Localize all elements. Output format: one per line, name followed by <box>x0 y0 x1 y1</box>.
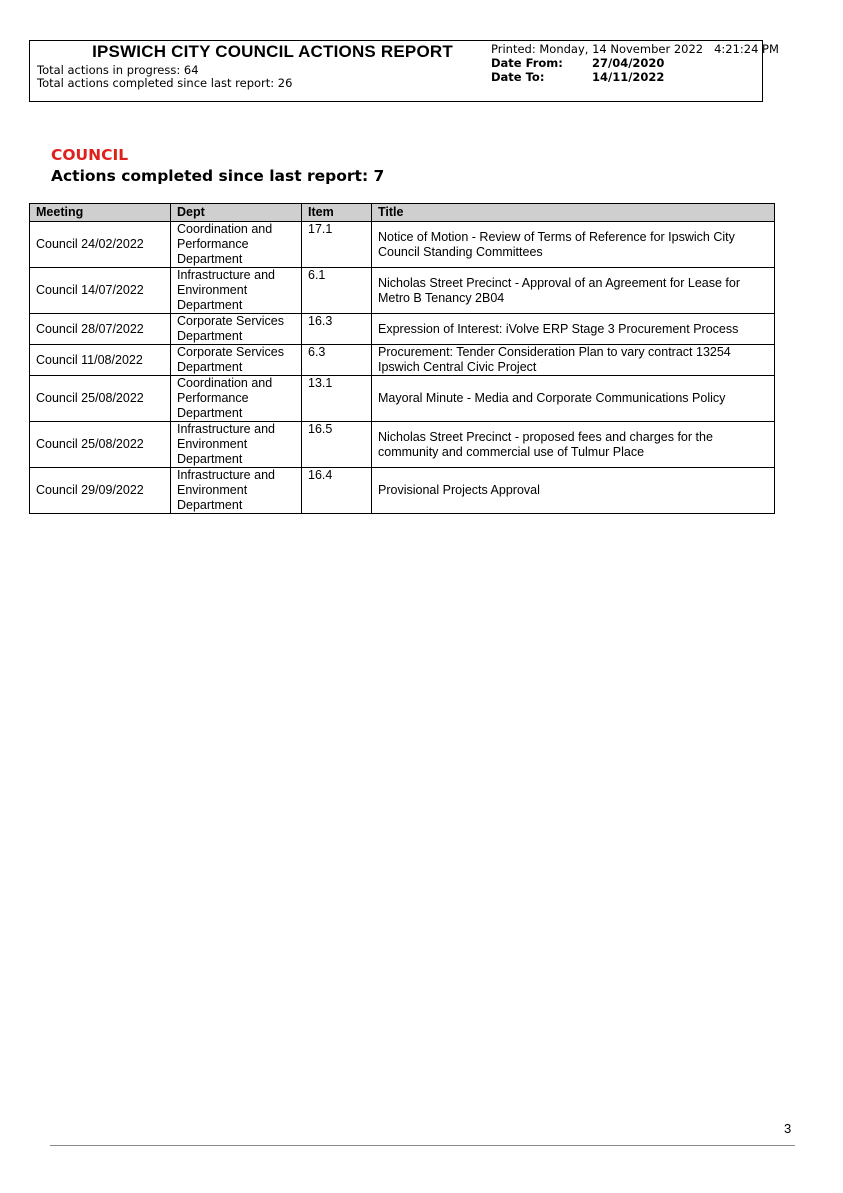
report-header <box>29 40 779 102</box>
dept-cell: Corporate Services Department <box>171 345 302 376</box>
dept-cell: Corporate Services Department <box>171 314 302 345</box>
title-cell: Nicholas Street Precinct - proposed fees and charges for the community and commercial use of Tulmur Place <box>372 422 775 468</box>
table-row <box>30 222 775 268</box>
item-cell: 16.3 <box>302 314 372 345</box>
table-row <box>30 468 775 514</box>
dept-cell: Infrastructure and Environment Department <box>171 268 302 314</box>
table-header-row <box>30 204 775 222</box>
meeting-cell: Council 25/08/2022 <box>30 422 171 468</box>
date-from-value: 27/04/2020 <box>592 56 665 70</box>
title-cell: Notice of Motion - Review of Terms of Reference for Ipswich City Council Standing Committees <box>372 222 775 268</box>
actions-completed-since: Total actions completed since last report: 26 <box>37 76 293 90</box>
section-title: COUNCIL <box>51 146 129 164</box>
meeting-cell: Council 28/07/2022 <box>30 314 171 345</box>
meeting-cell: Council 24/02/2022 <box>30 222 171 268</box>
meeting-cell: Council 11/08/2022 <box>30 345 171 376</box>
item-cell: 6.1 <box>302 268 372 314</box>
dept-cell: Infrastructure and Environment Department <box>171 422 302 468</box>
item-cell: 16.4 <box>302 468 372 514</box>
date-from <box>491 56 664 70</box>
title-cell: Provisional Projects Approval <box>372 468 775 514</box>
table-row <box>30 422 775 468</box>
table-row <box>30 345 775 376</box>
date-from-label: Date From: <box>491 56 563 70</box>
section-subtitle: Actions completed since last report: 7 <box>51 167 385 185</box>
table-row <box>30 268 775 314</box>
date-to <box>491 70 664 84</box>
title-cell: Expression of Interest: iVolve ERP Stage 3 Procurement Process <box>372 314 775 345</box>
dept-cell: Infrastructure and Environment Department <box>171 468 302 514</box>
title-cell: Mayoral Minute - Media and Corporate Communications Policy <box>372 376 775 422</box>
meeting-cell: Council 14/07/2022 <box>30 268 171 314</box>
column-header-meeting: Meeting <box>30 204 171 222</box>
report-title: IPSWICH CITY COUNCIL ACTIONS REPORT <box>92 42 453 61</box>
footer-divider <box>50 1145 795 1146</box>
meeting-cell: Council 29/09/2022 <box>30 468 171 514</box>
title-cell: Nicholas Street Precinct - Approval of an Agreement for Lease for Metro B Tenancy 2B04 <box>372 268 775 314</box>
date-to-value: 14/11/2022 <box>592 70 665 84</box>
column-header-dept: Dept <box>171 204 302 222</box>
actions-table <box>29 203 775 514</box>
column-header-item: Item <box>302 204 372 222</box>
column-header-title: Title <box>372 204 775 222</box>
item-cell: 17.1 <box>302 222 372 268</box>
printed-timestamp: Printed: Monday, 14 November 2022 4:21:24 PM <box>491 42 779 56</box>
item-cell: 16.5 <box>302 422 372 468</box>
item-cell: 6.3 <box>302 345 372 376</box>
item-cell: 13.1 <box>302 376 372 422</box>
actions-in-progress: Total actions in progress: 64 <box>37 63 199 77</box>
date-to-label: Date To: <box>491 70 545 84</box>
table-row <box>30 376 775 422</box>
page-number: 3 <box>784 1121 792 1136</box>
title-cell: Procurement: Tender Consideration Plan to vary contract 13254 Ipswich Central Civic Project <box>372 345 775 376</box>
table-row <box>30 314 775 345</box>
dept-cell: Coordination and Performance Department <box>171 222 302 268</box>
meeting-cell: Council 25/08/2022 <box>30 376 171 422</box>
dept-cell: Coordination and Performance Department <box>171 376 302 422</box>
